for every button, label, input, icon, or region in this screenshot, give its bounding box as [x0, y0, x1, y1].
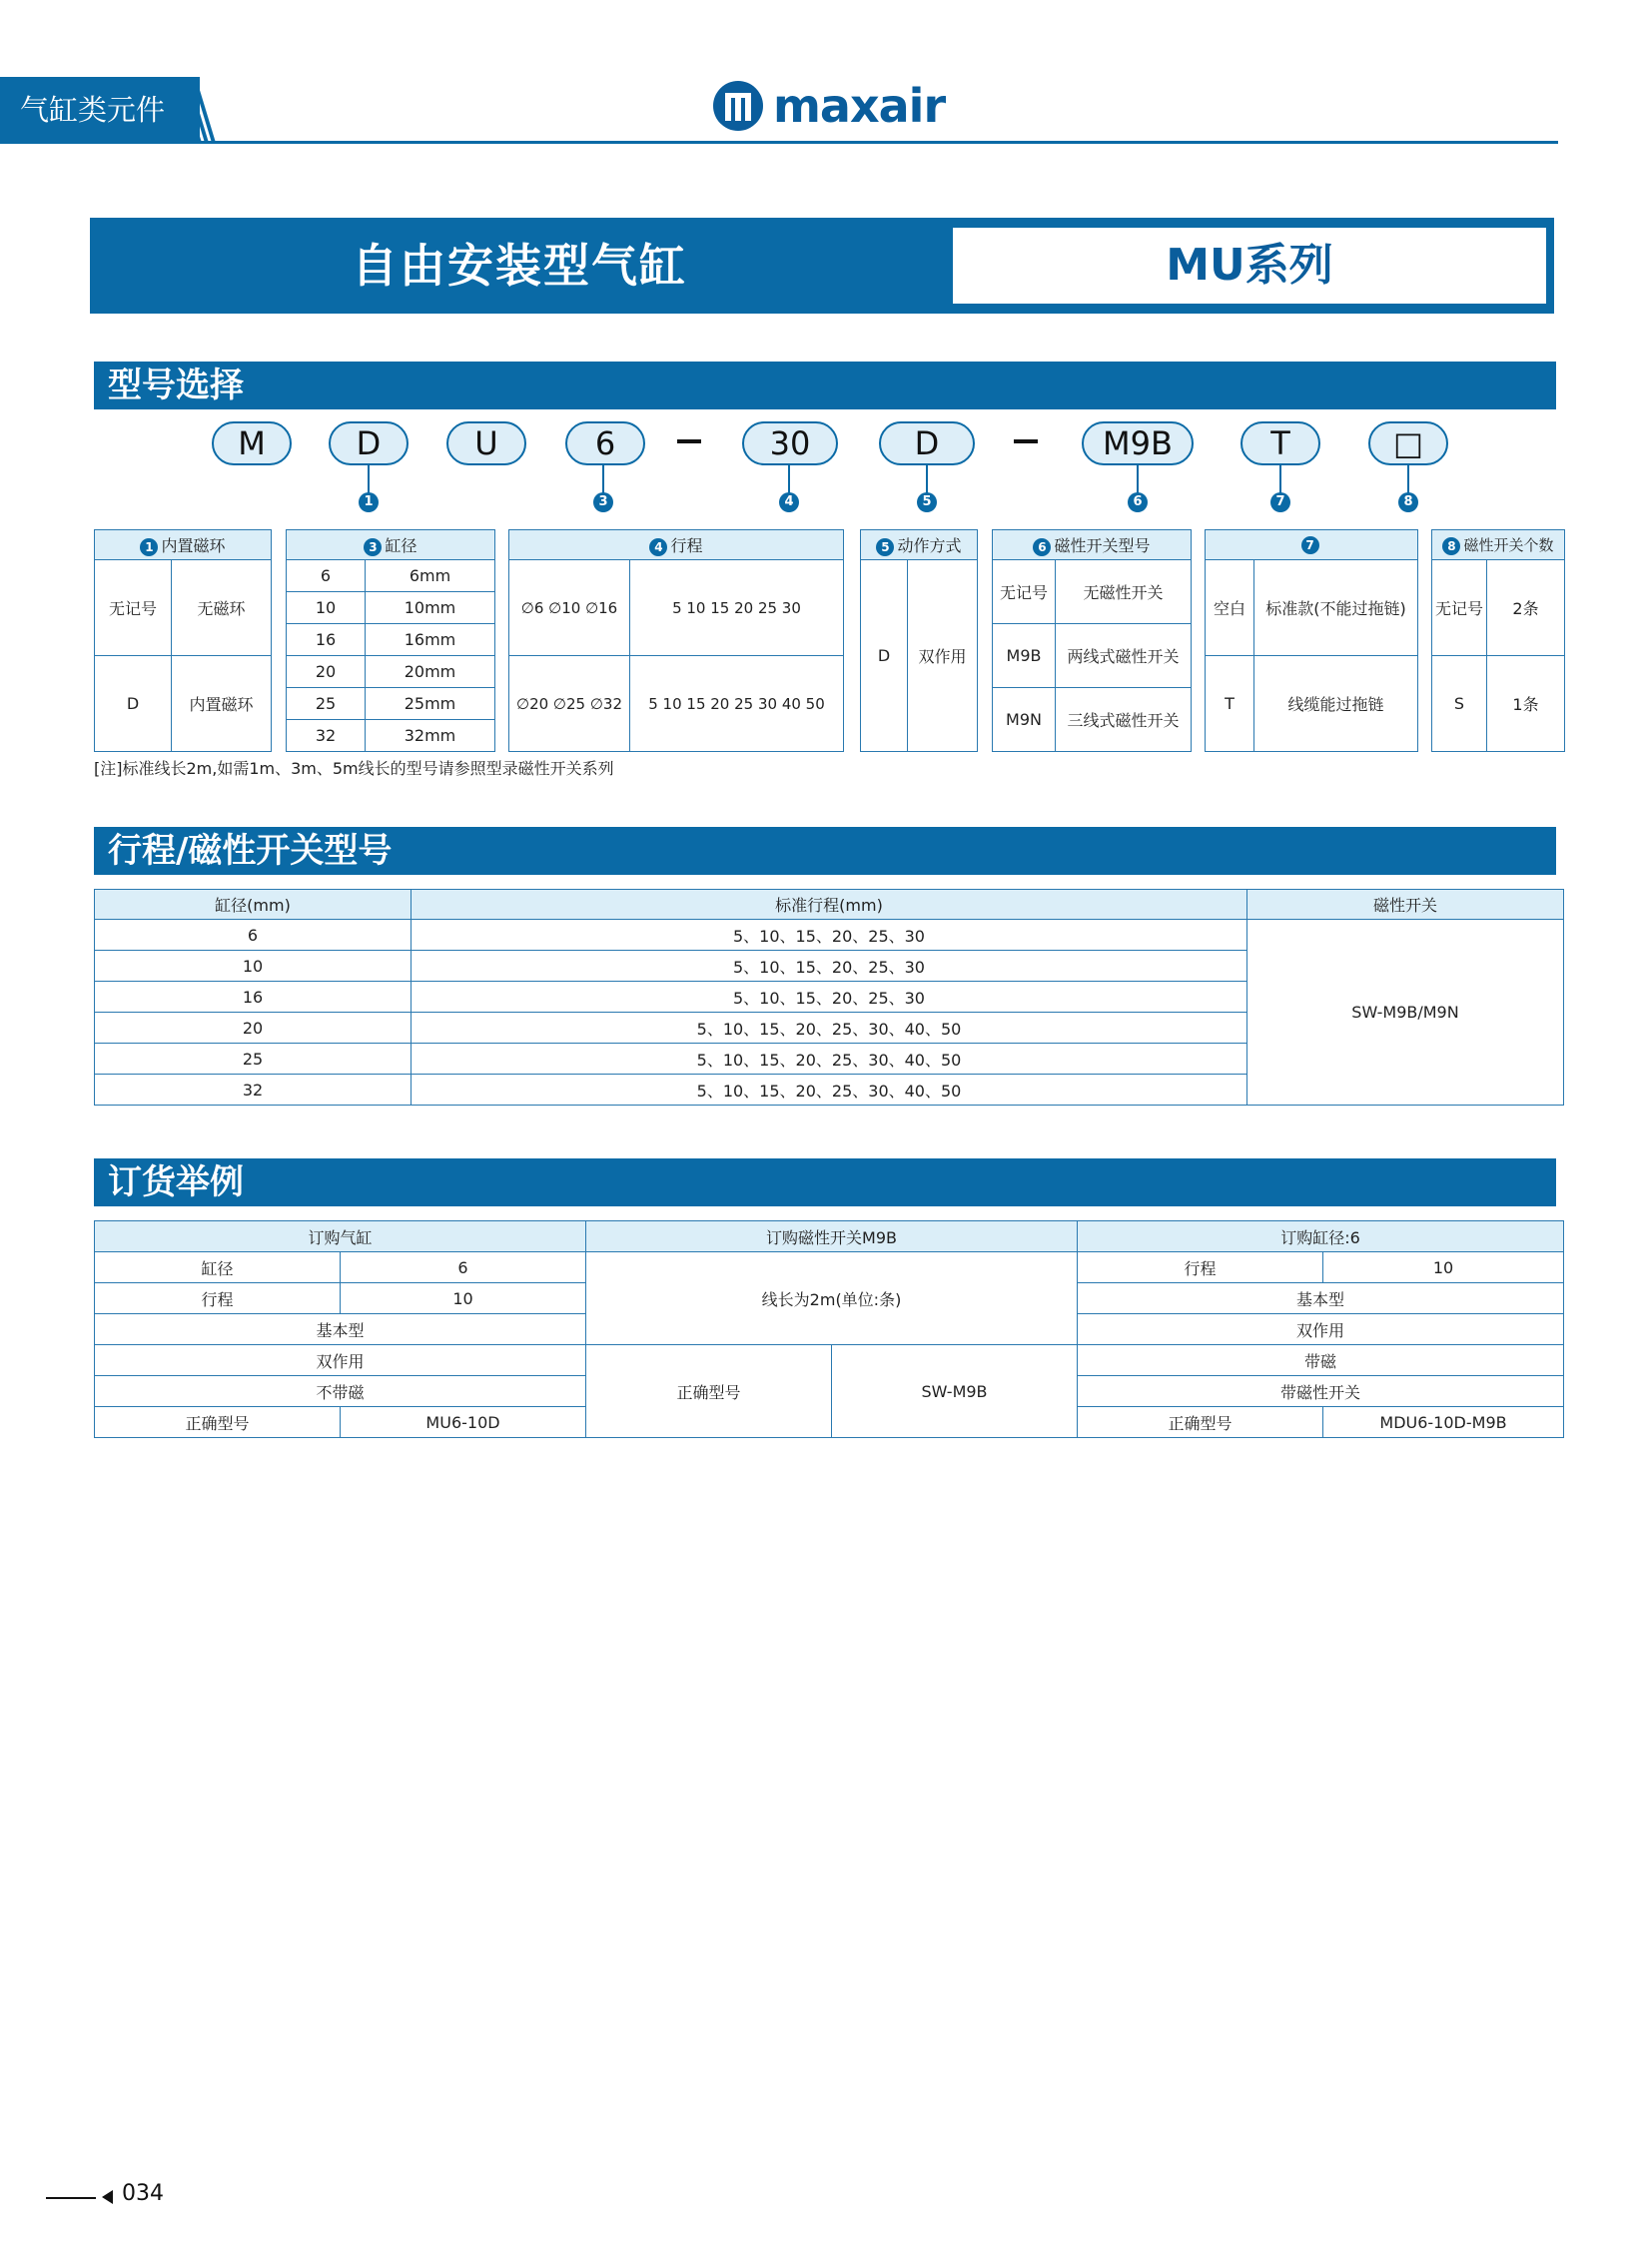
spec-header: 3 缸径: [287, 530, 495, 560]
code-part-magnet: D: [329, 421, 409, 465]
code-part-m: M: [212, 421, 292, 465]
logo-text: maxair: [773, 79, 946, 133]
table-row: 10 5、10、15、20、25、30: [95, 951, 1564, 982]
spec-header: 7: [1206, 530, 1418, 560]
code-part-switch: M9B: [1082, 421, 1194, 465]
stem-4: [788, 465, 790, 495]
spec-header: 5 动作方式: [861, 530, 978, 560]
spec-table-stroke: 4 行程 ∅6 ∅10 ∅16 5 10 15 20 25 30 ∅20 ∅25 ∅32 5 10 15 20 25 30 40 50: [508, 529, 844, 752]
stroke-header-switch: 磁性开关: [1247, 890, 1564, 920]
marker-4: 4: [779, 492, 799, 512]
category-tab: 气缸类元件: [0, 77, 200, 143]
marker-7: 7: [1270, 492, 1290, 512]
code-part-cable: T: [1240, 421, 1320, 465]
table-row: 20 5、10、15、20、25、30、40、50: [95, 1013, 1564, 1044]
page-number: 034: [122, 2181, 164, 2206]
order-table: 订购气缸 订购磁性开关M9B 订购缸径:6 缸径 6 线长为2m(单位:条) 行程 10 行程 10 基本型 基本型 双作用 双作用 正确型号 SW-M9B 带磁 不带磁 带磁性开关 正确型号 MU6-10D 正确型号 MDU6-10D-M9B: [94, 1220, 1564, 1438]
footer-rule: [46, 2197, 96, 2199]
code-dash-1: [677, 439, 701, 443]
stem-6: [1137, 465, 1139, 495]
stroke-table: [94, 889, 1564, 1106]
section-order-example: 订货举例: [94, 1158, 1556, 1206]
table-row: 32 5、10、15、20、25、30、40、50: [95, 1075, 1564, 1106]
series-label: MU系列: [953, 228, 1546, 304]
stroke-header-stroke: 标准行程(mm): [412, 890, 1247, 920]
code-part-action: D: [879, 421, 975, 465]
code-part-u: U: [446, 421, 526, 465]
spec-note: [注]标准线长2m,如需1m、3m、5m线长的型号请参照型录磁性开关系列: [94, 759, 614, 778]
spec-table-bore: 3 缸径 6 6mm 10 10mm 16 16mm 20 20mm 25 25mm 32 32mm: [286, 529, 495, 752]
code-part-bore: 6: [565, 421, 645, 465]
spec-header: 4 行程: [509, 530, 844, 560]
table-row: 16 5、10、15、20、25、30: [95, 982, 1564, 1013]
marker-6: 6: [1128, 492, 1148, 512]
table-row: 25 5、10、15、20、25、30、40、50: [95, 1044, 1564, 1075]
triangle-left-icon: [102, 2190, 113, 2204]
brand-logo: [711, 78, 945, 134]
section-model-selection: 型号选择: [94, 362, 1556, 409]
marker-8: 8: [1398, 492, 1418, 512]
stem-1: [368, 465, 370, 495]
spec-header: 6 磁性开关型号: [993, 530, 1192, 560]
spec-table-switch-count: 8 磁性开关个数 无记号 2条 S 1条: [1431, 529, 1565, 752]
marker-3: 3: [593, 492, 613, 512]
marker-5: 5: [917, 492, 937, 512]
stroke-header-bore: 缸径(mm): [95, 890, 412, 920]
maxair-logo-icon: [711, 79, 765, 133]
marker-1: 1: [359, 492, 379, 512]
stem-3: [602, 465, 604, 495]
code-part-stroke: 30: [742, 421, 838, 465]
table-row: 6 5、10、15、20、25、30 SW-M9B/M9N: [95, 920, 1564, 951]
spec-header: 8 磁性开关个数: [1432, 530, 1565, 560]
spec-header: 1 内置磁环: [95, 530, 272, 560]
section-stroke-switch: 行程/磁性开关型号: [94, 827, 1556, 875]
slash-stripes-icon: [168, 77, 223, 143]
code-part-count: □: [1368, 421, 1448, 465]
spec-table-switch: 6 磁性开关型号 无记号 无磁性开关 M9B 两线式磁性开关 M9N 三线式磁性开关: [992, 529, 1192, 752]
code-dash-2: [1014, 439, 1038, 443]
stroke-switch-cell: SW-M9B/M9N: [1247, 920, 1564, 1106]
spec-table-magnet: 1 内置磁环 无记号 无磁环 D 内置磁环: [94, 529, 272, 752]
spec-table-cable: 7 空白 标准款(不能过拖链) T 线缆能过拖链: [1205, 529, 1418, 752]
product-title: 自由安装型气缸: [352, 239, 687, 293]
header-rule: [0, 141, 1558, 144]
stem-8: [1407, 465, 1409, 495]
stem-7: [1279, 465, 1281, 495]
spec-table-action: 5 动作方式 D 双作用: [860, 529, 978, 752]
stem-5: [926, 465, 928, 495]
